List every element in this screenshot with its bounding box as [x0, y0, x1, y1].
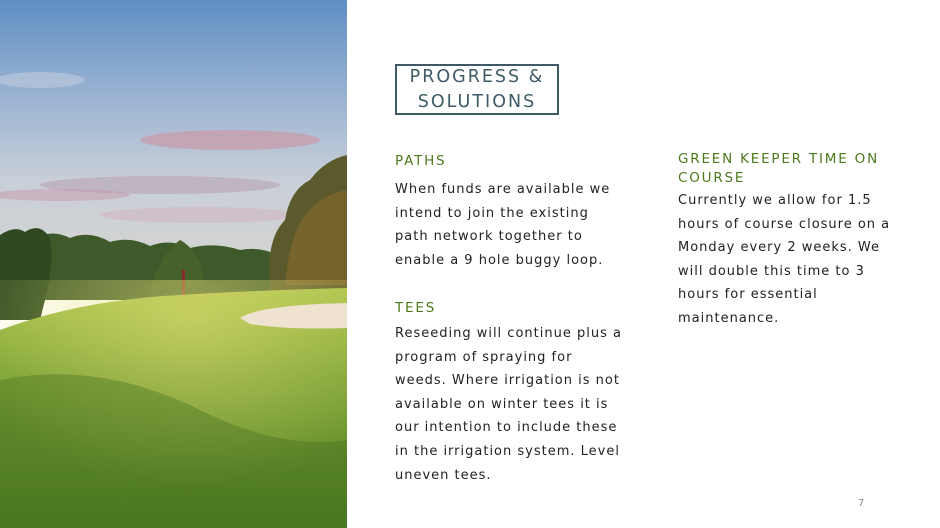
slide-title-box	[395, 64, 559, 115]
paths-line: path network together to	[395, 229, 583, 245]
green-keeper-heading	[678, 150, 879, 188]
green-keeper-heading-line: GREEN KEEPER TIME ON	[678, 151, 879, 167]
green-keeper-line: maintenance.	[678, 310, 780, 326]
tees-line: in the irrigation system. Level	[395, 443, 620, 459]
green-keeper-line: Currently we allow for 1.5	[678, 193, 872, 208]
paths-line: enable a 9 hole buggy loop.	[395, 252, 604, 268]
paths-line: intend to join the existing	[395, 205, 589, 221]
page-number: 7	[858, 498, 865, 509]
green-keeper-line: will double this time to 3	[678, 263, 865, 279]
tees-line: weeds. Where irrigation is not	[395, 373, 620, 389]
paths-body	[395, 178, 610, 272]
slide-title-line-2: SOLUTIONS	[417, 91, 537, 112]
green-keeper-line: Monday every 2 weeks. We	[678, 240, 881, 256]
green-keeper-body	[678, 189, 890, 331]
tees-line: program of spraying for	[395, 349, 573, 365]
tees-line: available on winter tees it is	[395, 396, 609, 412]
tees-line: Reseeding will continue plus a	[395, 326, 622, 341]
green-keeper-heading-line: COURSE	[678, 170, 746, 186]
green-keeper-line: hours for essential	[678, 287, 818, 303]
tees-line: our intention to include these	[395, 420, 618, 436]
green-keeper-line: hours of course closure on a	[678, 216, 891, 232]
paths-heading: PATHS	[395, 153, 447, 169]
tees-heading: TEES	[395, 300, 437, 316]
golf-course-photo	[0, 0, 347, 528]
paths-line: When funds are available we	[395, 182, 611, 197]
tees-line: uneven tees.	[395, 467, 492, 483]
slide-title-line-1: PROGRESS &	[409, 66, 545, 87]
tees-body	[395, 322, 622, 487]
